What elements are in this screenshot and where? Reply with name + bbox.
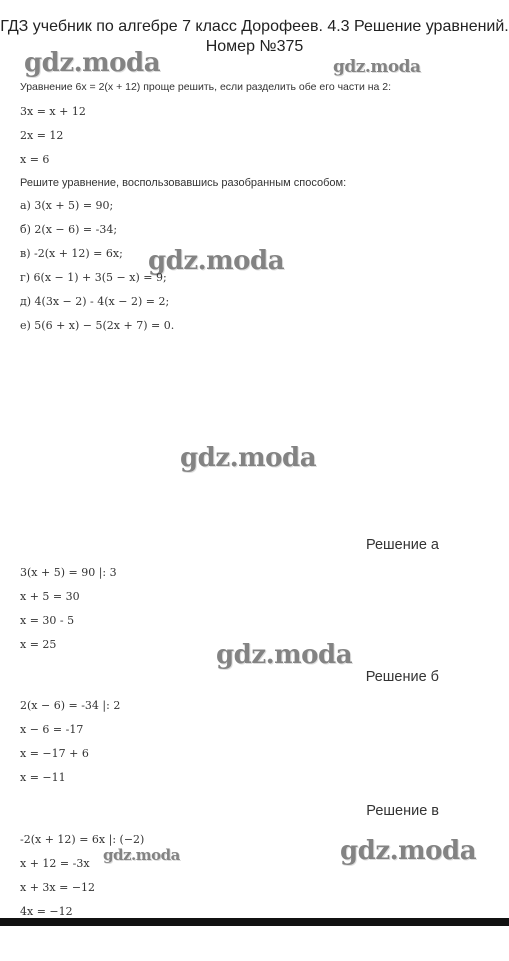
solution-line: x + 3x = −12: [20, 881, 96, 894]
page-title: ГДЗ учебник по алгебре 7 класс Дорофеев. 4.3 Решение уравнений. Номер №375: [0, 18, 509, 55]
watermark-logo: gdz.moda: [180, 443, 317, 473]
intro-text: Уравнение 6x = 2(x + 12) проще решить, если разделить обе его части на 2:: [20, 81, 392, 93]
solution-line: 3(x + 5) = 90 |: 3: [20, 566, 117, 579]
task-instruction: Решите уравнение, воспользовавшись разобранным способом:: [20, 177, 347, 189]
solution-line: x = −17 + 6: [20, 747, 89, 760]
bottom-bar: [0, 918, 509, 926]
solution-line: -2(x + 12) = 6x |: (−2): [20, 833, 145, 846]
solution-line: x + 5 = 30: [20, 590, 80, 603]
solution-b-heading: Решение б: [365, 669, 439, 685]
task-item: е) 5(6 + x) − 5(2x + 7) = 0.: [20, 319, 175, 332]
task-item: б) 2(x − 6) = -34;: [20, 223, 118, 236]
equation-line: 3x = x + 12: [20, 105, 86, 118]
watermark-logo: gdz.moda: [216, 640, 353, 670]
solution-line: x − 6 = -17: [20, 723, 84, 736]
solution-line: x = −11: [20, 771, 66, 784]
solution-line: x = 25: [20, 638, 57, 651]
equation-line: x = 6: [20, 153, 50, 166]
watermark-logo: gdz.moda: [340, 836, 477, 866]
watermark-logo: gdz.moda: [333, 57, 421, 77]
watermark-logo: gdz.moda: [24, 48, 161, 78]
solution-line: x = 30 - 5: [20, 614, 75, 627]
equation-line: 2x = 12: [20, 129, 64, 142]
solution-v-heading: Решение в: [366, 803, 439, 819]
solution-line: x + 12 = -3x: [20, 857, 90, 870]
task-item: д) 4(3x − 2) - 4(x − 2) = 2;: [20, 295, 170, 308]
watermark-logo: gdz.moda: [103, 846, 180, 864]
solution-line: 4x = −12: [20, 905, 73, 918]
watermark-logo: gdz.moda: [148, 246, 285, 276]
solution-a-heading: Решение а: [365, 537, 439, 553]
task-item: а) 3(x + 5) = 90;: [20, 199, 114, 212]
task-item: в) -2(x + 12) = 6x;: [20, 247, 123, 260]
task-item: г) 6(x − 1) + 3(5 − x) = 9;: [20, 271, 167, 284]
solution-line: 2(x − 6) = -34 |: 2: [20, 699, 121, 712]
